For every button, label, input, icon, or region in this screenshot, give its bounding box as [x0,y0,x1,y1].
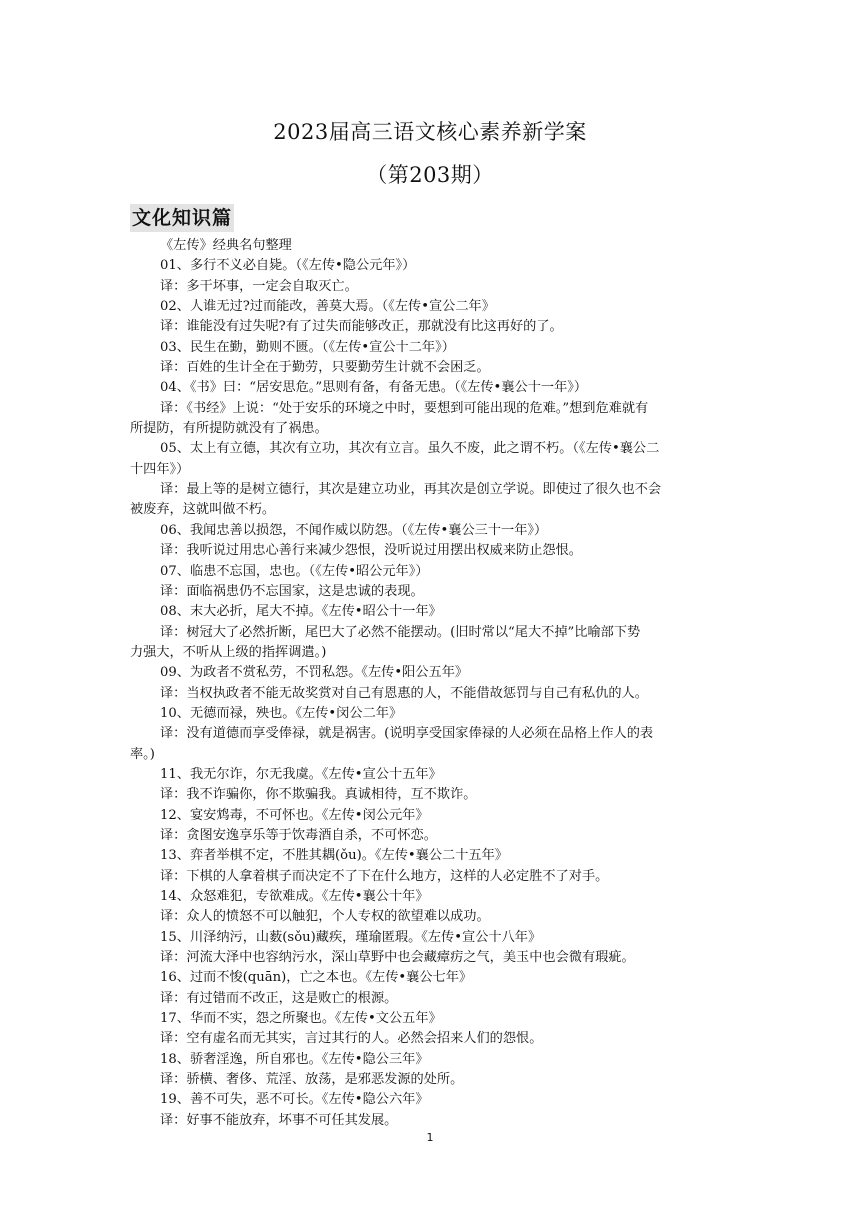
text-line: 13、弈者举棋不定，不胜其耦(ǒu)。《左传•襄公二十五年》 [160,848,508,864]
section-heading: 文化知识篇 [130,204,234,232]
text-line: 译：百姓的生计全在于勤劳，只要勤劳生计就不会困乏。 [160,360,490,376]
text-line: 译：最上等的是树立德行，其次是建立功业，再其次是创立学说。即使过了很久也不会 [160,482,662,498]
text-line: 05、太上有立德，其次有立功，其次有立言。虽久不废，此之谓不朽。（《左传•襄公二 [160,441,660,457]
text-line: 17、华而不实，怨之所聚也。《左传•文公五年》 [160,1011,442,1027]
text-line: 所提防，有所提防就没有了祸患。 [130,421,328,437]
text-line: 07、临患不忘国，忠也。（《左传•昭公元年》） [160,563,429,579]
text-line: 译：谁能没有过失呢?有了过失而能够改正，那就没有比这再好的了。 [160,319,563,335]
text-line: 译：空有虚名而无其实，言过其行的人。必然会招来人们的怨恨。 [160,1031,543,1047]
text-line: 译：多干坏事，一定会自取灭亡。 [160,278,358,294]
text-line: 18、骄奢淫逸，所自邪也。《左传•隐公三年》 [160,1051,429,1067]
text-line: 译：好事不能放弃，坏事不可任其发展。 [160,1112,398,1128]
text-line: 十四年》） [130,461,190,477]
document-body [130,236,732,1131]
text-line: 03、民生在勤，勤则不匮。（《左传•宣公十二年》） [160,339,455,355]
document-subtitle: （第203期） [366,163,494,187]
text-line: 11、我无尔诈，尔无我虞。《左传•宣公十五年》 [160,766,442,782]
text-line: 译：我听说过用忠心善行来减少怨恨，没听说过用摆出权威来防止怨恨。 [160,543,582,559]
text-line: 10、无德而禄，殃也。《左传•闵公二年》 [160,705,403,721]
text-line: 15、川泽纳污，山薮(sǒu)藏疾，瑾瑜匿瑕。《左传•宣公十八年》 [160,929,542,945]
text-line: 译：我不诈骗你，你不欺骗我。真诚相待，互不欺诈。 [160,787,477,803]
text-line: 率。) [130,746,155,762]
text-line: 译：众人的愤怒不可以触犯，个人专权的欲望难以成功。 [160,909,490,925]
text-line: 02、人谁无过?过而能改，善莫大焉。（《左传•宣公二年》 [160,299,495,315]
text-line: 12、宴安鸩毒，不可怀也。《左传•闵公元年》 [160,807,429,823]
text-line: 01、多行不义必自毙。（《左传•隐公元年》） [160,258,416,274]
text-line: 14、众怒难犯，专欲难成。《左传•襄公十年》 [160,889,429,904]
text-line: 16、过而不悛(quān)，亡之本也。《左传•襄公七年》 [160,970,473,986]
text-line: 译：当权执政者不能无故奖赏对自己有恩惠的人，不能借故惩罚与自己有私仇的人。 [160,685,648,701]
text-line: 译：没有道德而享受俸禄，就是祸害。(说明享受国家俸禄的人必须在品格上作人的表 [160,726,654,742]
text-line: 译：树冠大了必然折断，尾巴大了必然不能摆动。(旧时常以“尾大不掉”比喻部下势 [160,624,641,640]
text-line: 06、我闻忠善以损怨，不闻作威以防怨。（《左传•襄公三十一年》） [160,522,548,538]
text-line: 译：《书经》上说：“处于安乐的环境之中时，要想到可能出现的危难。”想到危难就有 [160,400,649,416]
text-line: 19、善不可失，恶不可长。《左传•隐公六年》 [160,1092,429,1108]
document-title: 2023届高三语文核心素养新学案 [273,120,587,144]
page-number: 1 [426,1131,434,1144]
text-line: 09、为政者不赏私劳，不罚私怨。《左传•阳公五年》 [160,665,469,681]
text-line: 译：贪图安逸享乐等于饮毒酒自杀，不可怀恋。 [160,827,437,843]
text-line: 译：下棋的人拿着棋子而决定不了下在什么地方，这样的人必定胜不了对手。 [160,868,609,884]
text-line: 《左传》经典名句整理 [160,238,292,253]
text-line: 译：骄横、奢侈、荒淫、放荡，是邪恶发源的处所。 [160,1072,464,1088]
text-line: 译：面临祸患仍不忘国家，这是忠诚的表现。 [160,583,424,599]
text-line: 译：有过错而不改正，这是败亡的根源。 [160,990,398,1006]
text-line: 08、末大必折，尾大不掉。《左传•昭公十一年》 [160,604,442,620]
text-line: 被废弃，这就叫做不朽。 [130,502,276,518]
text-line: 04、《书》曰：“居安思危。”思则有备，有备无患。（《左传•襄公十一年》） [160,380,588,396]
text-line: 译：河流大泽中也容纳污水，深山草野中也会藏瘴疠之气，美玉中也会微有瑕疵。 [160,950,635,966]
text-line: 力强大，不听从上级的指挥调遣。) [130,644,327,660]
